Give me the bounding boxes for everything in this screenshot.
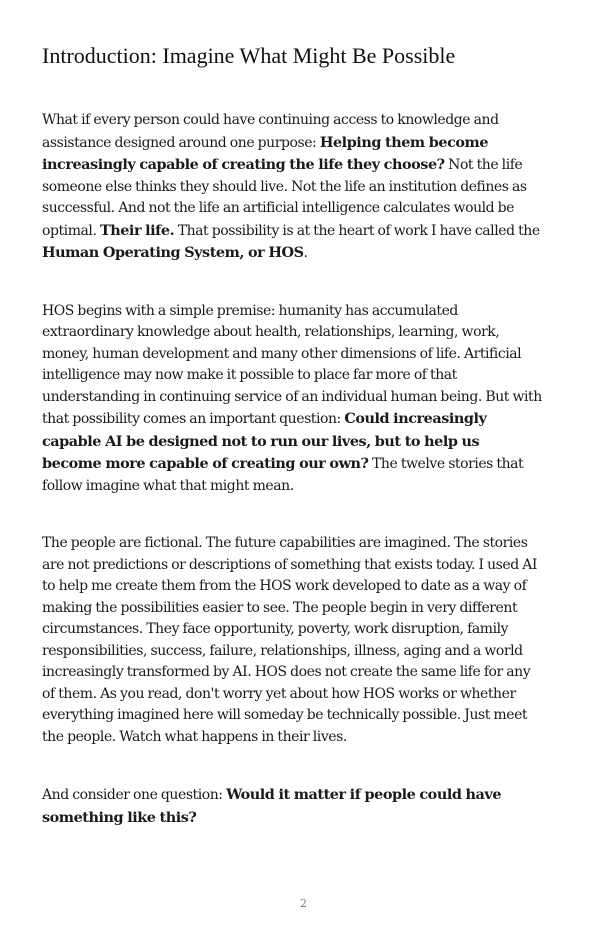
- paragraph-text: .: [303, 245, 308, 261]
- paragraph-text: The twelve stories that follow imagine what that might mean.: [42, 456, 524, 494]
- paragraph: [42, 301, 542, 498]
- document-page: [42, 40, 542, 829]
- emphasis-text: Their life.: [99, 221, 175, 239]
- paragraph: [42, 110, 542, 265]
- page-number: 2: [300, 897, 307, 910]
- emphasis-text: Could increasingly capable AI be designed not to run our lives, but to help us become more capable of creating our own?: [42, 410, 487, 472]
- paragraph-text: And consider one question:: [42, 787, 227, 803]
- emphasis-text: Human Operating System, or HOS: [42, 244, 304, 261]
- paragraph: [42, 784, 542, 829]
- paragraph-text: That possibility is at the heart of work I have called the: [174, 222, 540, 239]
- emphasis-text: Would it matter if people could have something like this?: [42, 786, 502, 826]
- paragraph-text: HOS begins with a simple premise: humanity has accumulated extraordinary knowledge about health, relationships, learning, work, money, human development and many other dimensions of life. Artificial intelligence may now make it possible to place far more of that understanding in continuing service of an individual human being. But with that possibility comes an important question:: [42, 302, 542, 427]
- paragraph: [42, 533, 542, 748]
- paragraph-text: What if every person could have continuing access to knowledge and assistance designed around one purpose:: [42, 112, 499, 151]
- chapter-title: Introduction: Imagine What Might Be Possible: [42, 43, 456, 68]
- paragraph-text: The people are fictional. The future capabilities are imagined. The stories are not predictions or descriptions of something that exists today. I used AI to help me create them from the HOS work developed to date as a way of making the possibilities easier to see. The people begin in very different circumstances. They face opportunity, poverty, work disruption, family responsibilities, success, failure, relationships, illness, aging and a world increasingly transformed by AI. HOS does not create the same life for any of them. As you read, don't worry yet about how HOS works or whether everything imagined here will someday be technically possible. Just meet the people. Watch what happens in their lives.: [42, 535, 537, 745]
- paragraph-text: Not the life someone else thinks they should live. Not the life an institution defines as successful. And not the life an artificial intelligence calculates would be optimal.: [42, 157, 527, 239]
- emphasis-text: Helping them become increasingly capable of creating the life they choose?: [42, 133, 489, 173]
